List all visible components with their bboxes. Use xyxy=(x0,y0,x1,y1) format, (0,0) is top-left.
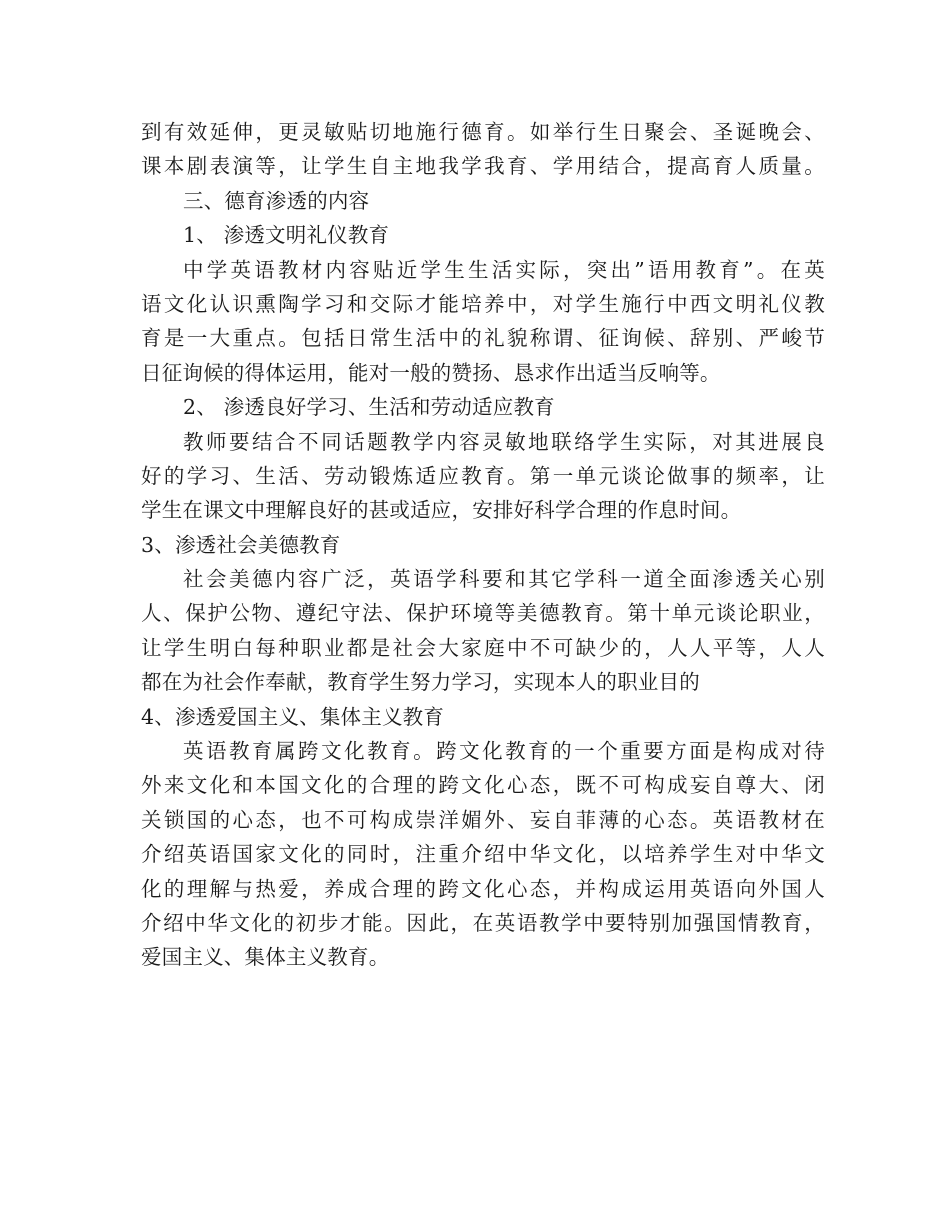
paragraph-line: 关锁国的心态，也不可构成崇洋媚外、妄自菲薄的心态。英语教材在 xyxy=(141,807,825,832)
paragraph-line: 日征询候的得体运用，能对一般的赞扬、恳求作出适当反响等。 xyxy=(141,360,721,385)
subsection-heading: 4、渗透爱国主义、集体主义教育 xyxy=(141,704,445,729)
paragraph-line: 外来文化和本国文化的合理的跨文化心态，既不可构成妄自尊大、闭 xyxy=(141,773,825,798)
paragraph-line: 化的理解与热爱，养成合理的跨文化心态，并构成运用英语向外国人 xyxy=(141,876,825,901)
paragraph-line: 介绍英语国家文化的同时，注重介绍中华文化，以培养学生对中华文 xyxy=(141,842,825,867)
paragraph-line: 社会美德内容广泛，英语学科要和其它学科一道全面渗透关心别 xyxy=(183,567,825,592)
paragraph-line: 教师要结合不同话题教学内容灵敏地联络学生实际，对其进展良 xyxy=(183,429,825,454)
section-heading: 三、德育渗透的内容 xyxy=(183,188,370,213)
paragraph-line: 介绍中华文化的初步才能。因此，在英语教学中要特别加强国情教育， xyxy=(141,910,825,935)
paragraph-line: 到有效延伸，更灵敏贴切地施行德育。如举行生日聚会、圣诞晚会、 xyxy=(141,120,825,144)
paragraph-line: 语文化认识熏陶学习和交际才能培养中，对学生施行中西文明礼仪教 xyxy=(141,291,825,316)
paragraph-line: 爱国主义、集体主义教育。 xyxy=(141,945,390,970)
subsection-heading: 3、渗透社会美德教育 xyxy=(141,532,341,557)
paragraph-line: 英语教育属跨文化教育。跨文化教育的一个重要方面是构成对待 xyxy=(183,739,825,764)
paragraph-line: 中学英语教材内容贴近学生生活实际，突出”语用教育”。在英 xyxy=(183,257,825,282)
paragraph-line: 好的学习、生活、劳动锻炼适应教育。第一单元谈论做事的频率，让 xyxy=(141,463,825,488)
paragraph-line: 人、保护公物、遵纪守法、保护环境等美德教育。第十单元谈论职业， xyxy=(141,601,825,626)
paragraph-line: 都在为社会作奉献，教育学生努力学习，实现本人的职业目的 xyxy=(141,670,700,695)
paragraph-line: 育是一大重点。包括日常生活中的礼貌称谓、征询候、辞别、严峻节 xyxy=(141,326,825,351)
subsection-heading: 1、 渗透文明礼仪教育 xyxy=(183,223,390,248)
paragraph-line: 课本剧表演等，让学生自主地我学我育、学用结合，提高育人质量。 xyxy=(141,154,825,179)
paragraph-line: 让学生明白每种职业都是社会大家庭中不可缺少的，人人平等，人人 xyxy=(141,635,825,660)
subsection-heading: 2、 渗透良好学习、生活和劳动适应教育 xyxy=(183,395,555,420)
paragraph-line: 学生在课文中理解良好的甚或适应，安排好科学合理的作息时间。 xyxy=(141,498,742,523)
document-body xyxy=(141,115,825,975)
